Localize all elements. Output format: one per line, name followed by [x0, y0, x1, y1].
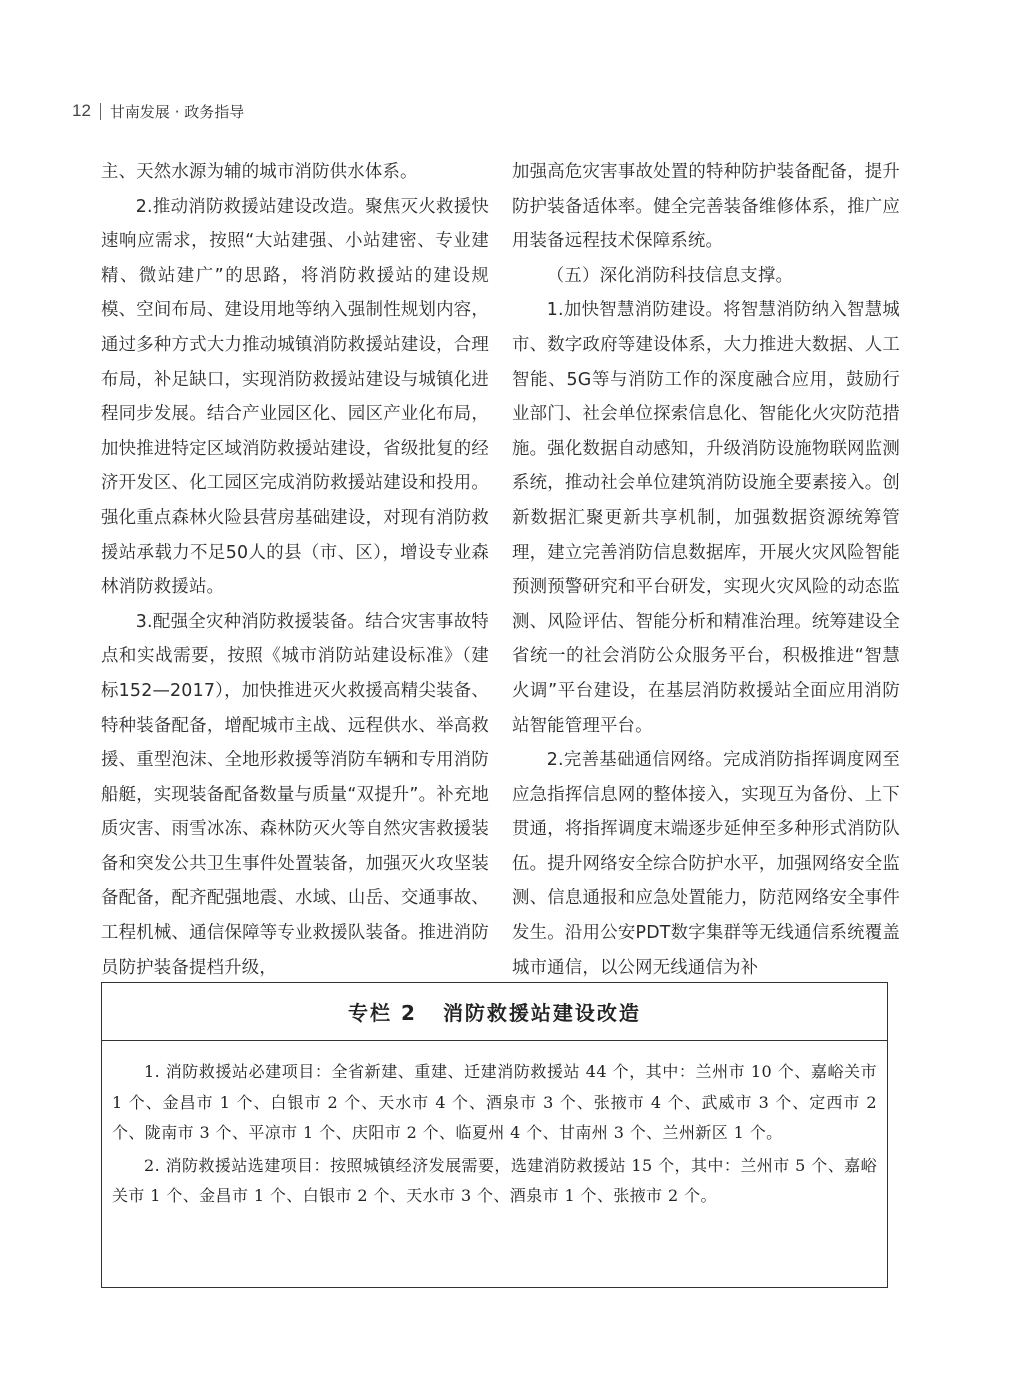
section-heading: （五）深化消防科技信息支撑。	[546, 265, 794, 286]
left-column	[101, 155, 489, 985]
sidebar-box	[101, 982, 888, 1288]
paragraph: 3.配强全灾种消防救援装备。结合灾害事故特点和实战需要，按照《城市消防站建设标准》（建标152—2017），加快推进灭火救援高精尖装备、特种装备配备，增配城市主战、远程供水、举高救援、重型泡沫、全地形救援等消防车辆和专用消防船艇，实现装备配备数量与质量“双提升”。补充地质灾害、雨雪冰冻、森林防灭火等自然灾害救援装备和突发公共卫生事件处置装备，加强灭火攻坚装备配备，配齐配强地震、水域、山岳、交通事故、工程机械、通信保障等专业救援队装备。推进消防员防护装备提档升级，	[101, 611, 489, 978]
box-label: 专栏 2	[348, 1001, 417, 1025]
box-body	[102, 1041, 887, 1212]
box-item: 1. 消防救援站必建项目：全省新建、重建、迁建消防救援站 44 个，其中：兰州市 10 个、嘉峪关市 1 个、金昌市 1 个、白银市 2 个、天水市 4 个、酒泉市 3 个、张掖市 4 个、武威市 3 个、定西市 2 个、陇南市 3 个、平凉市 1 个、庆阳市 2 个、临夏州 4 个、甘南州 3 个、兰州新区 1 个。	[112, 1062, 877, 1142]
paragraph: 主、天然水源为辅的城市消防供水体系。	[101, 162, 418, 182]
paragraph: 2.完善基础通信网络。完成消防指挥调度网至应急指挥信息网的整体接入，实现互为备份、上下贯通，将指挥调度末端逐步延伸至多种形式消防队伍。提升网络安全综合防护水平，加强网络安全监测、信息通报和应急处置能力，防范网络安全事件发生。沿用公安PDT数字集群等无线通信系统覆盖城市通信，以公网无线通信为补	[512, 750, 900, 978]
page-number: 12	[72, 101, 91, 120]
right-column	[512, 155, 900, 985]
publication-title: 甘南发展 · 政务指导	[109, 102, 245, 121]
box-heading: 消防救援站建设改造	[442, 1001, 641, 1025]
box-title	[102, 983, 887, 1041]
paragraph: 2.推动消防救援站建设改造。聚焦灭火救援快速响应需求，按照“大站建强、小站建密、专业建精、微站建广”的思路，将消防救援站的建设规模、空间布局、建设用地等纳入强制性规划内容，通过多种方式大力推动城镇消防救援站建设，合理布局，补足缺口，实现消防救援站建设与城镇化进程同步发展。结合产业园区化、园区产业化布局，加快推进特定区域消防救援站建设，省级批复的经济开发区、化工园区完成消防救援站建设和投用。强化重点森林火险县营房基础建设，对现有消防救援站承载力不足50人的县（市、区），增设专业森林消防救援站。	[101, 196, 489, 598]
paragraph: 1.加快智慧消防建设。将智慧消防纳入智慧城市、数字政府等建设体系，大力推进大数据、人工智能、5G等与消防工作的深度融合应用，鼓励行业部门、社会单位探索信息化、智能化火灾防范措施。强化数据自动感知，升级消防设施物联网监测系统，推动社会单位建筑消防设施全要素接入。创新数据汇聚更新共享机制，加强数据资源统筹管理，建立完善消防信息数据库，开展火灾风险智能预测预警研究和平台研发，实现火灾风险的动态监测、风险评估、智能分析和精准治理。统筹建设全省统一的社会消防公众服务平台，积极推进“智慧火调”平台建设，在基层消防救援站全面应用消防站智能管理平台。	[512, 300, 900, 736]
header-divider	[100, 103, 101, 120]
running-header	[72, 98, 244, 124]
box-item: 2. 消防救援站选建项目：按照城镇经济发展需要，选建消防救援站 15 个，其中：兰州市 5 个、嘉峪关市 1 个、金昌市 1 个、白银市 2 个、天水市 3 个、酒泉市 1 个、张掖市 2 个。	[112, 1155, 877, 1205]
paragraph: 加强高危灾害事故处置的特种防护装备配备，提升防护装备适体率。健全完善装备维修体系，推广应用装备远程技术保障系统。	[512, 162, 900, 252]
